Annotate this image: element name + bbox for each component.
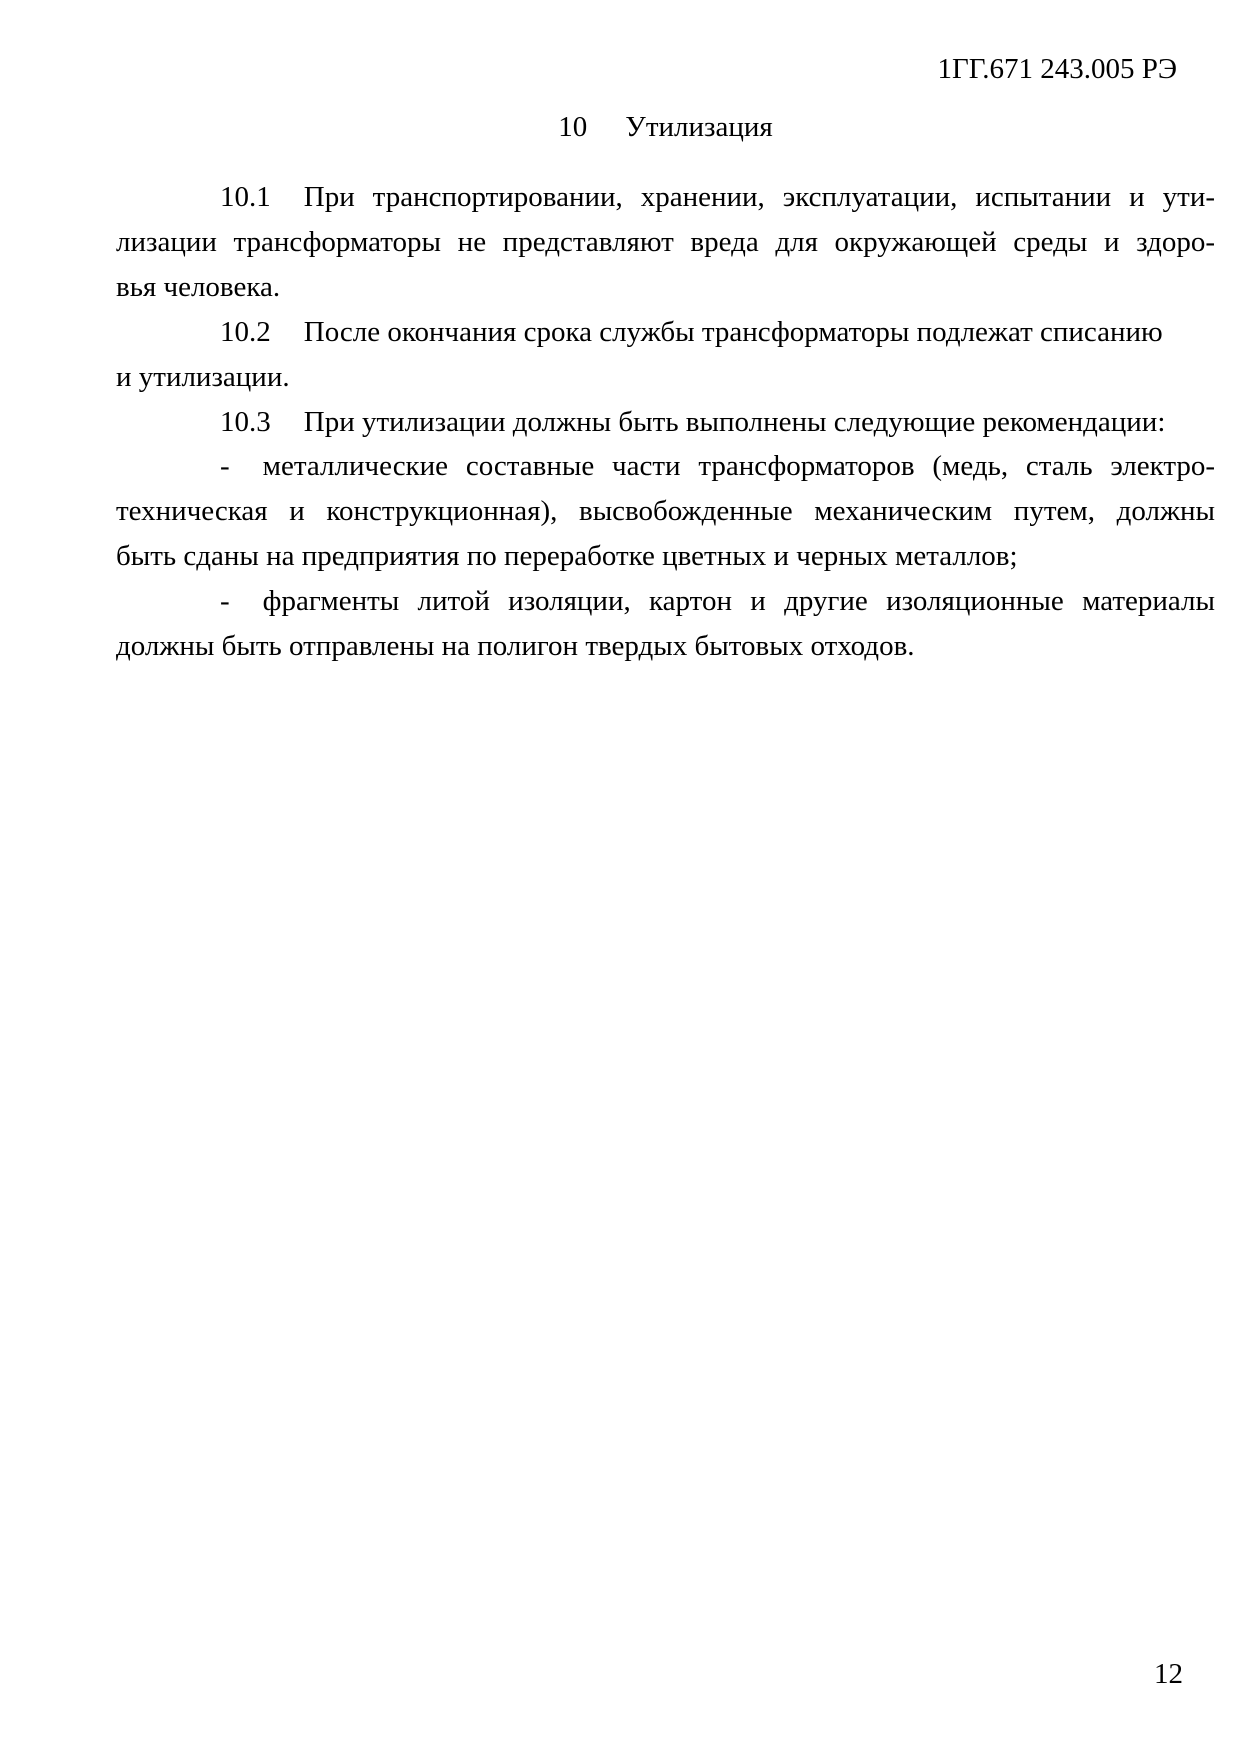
- paragraph-text: После окончания срока службы трансформаторы подлежат списанию: [303, 315, 1163, 348]
- paragraph-text: лизации трансформаторы не представляют вреда для окружающей среды и здоро-: [116, 225, 1215, 258]
- list-item-line: [116, 579, 1215, 624]
- list-item-text: должны быть отправлены на полигон твердых бытовых отходов.: [116, 630, 915, 663]
- list-item-line: [116, 534, 1215, 579]
- page-number: 12: [1154, 1658, 1183, 1690]
- paragraph-line: [116, 220, 1215, 265]
- list-item-text: техническая и конструкционная), высвобожденные механическим путем, должны: [116, 495, 1215, 528]
- list-item-line: [116, 624, 1215, 669]
- paragraph-text: и утилизации.: [116, 360, 290, 393]
- paragraph-line: [116, 175, 1215, 220]
- list-item-dash: -: [220, 585, 230, 618]
- paragraph-marker: 10.3: [220, 405, 271, 438]
- paragraph-marker: 10.2: [220, 315, 271, 348]
- document-body: [116, 175, 1215, 669]
- paragraph-line: [116, 310, 1215, 355]
- list-item-text: фрагменты литой изоляции, картон и другие изоляционные материалы: [262, 585, 1215, 618]
- list-item-dash: -: [220, 450, 230, 483]
- paragraph-line: [116, 400, 1215, 445]
- document-code-header: 1ГГ.671 243.005 РЭ: [937, 53, 1177, 85]
- section-title-text: Утилизация: [625, 111, 773, 143]
- paragraph-text: вья человека.: [116, 270, 281, 303]
- paragraph-marker: 10.1: [220, 181, 271, 213]
- paragraph-text: При утилизации должны быть выполнены следующие рекомендации:: [303, 405, 1166, 438]
- list-item-line: [116, 444, 1215, 489]
- list-item-text: металлические составные части трансформаторов (медь, сталь электро-: [262, 450, 1215, 483]
- paragraph-text: При транспортировании, хранении, эксплуатации, испытании и ути-: [303, 181, 1215, 213]
- section-title: [116, 105, 1215, 150]
- paragraph-line: [116, 265, 1215, 310]
- paragraph-line: [116, 355, 1215, 400]
- list-item-line: [116, 489, 1215, 534]
- section-number: 10: [558, 111, 588, 143]
- list-item-text: быть сданы на предприятия по переработке цветных и черных металлов;: [116, 540, 1018, 573]
